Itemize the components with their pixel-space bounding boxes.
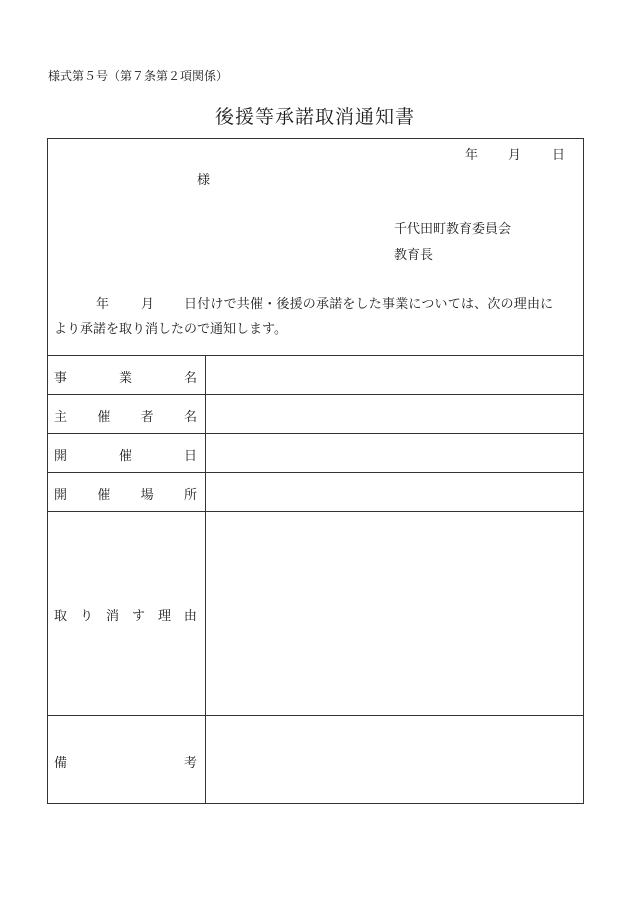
label-char: 催	[118, 449, 132, 464]
label-char: 場	[140, 488, 154, 503]
label-char: 名	[183, 410, 197, 425]
addressee-suffix: 様	[197, 173, 211, 188]
row-label-venue	[54, 484, 197, 503]
cancel-reason-field[interactable]	[206, 512, 583, 715]
label-char: 催	[97, 410, 111, 425]
body-month-label: 月	[141, 297, 155, 312]
body-year-label: 年	[96, 297, 110, 312]
label-char: 開	[54, 488, 68, 503]
row-label-organizer	[54, 406, 197, 425]
label-char: 取	[54, 609, 68, 624]
label-char: り	[79, 609, 93, 624]
event-name-field[interactable]	[206, 356, 583, 394]
label-char: 催	[97, 488, 111, 503]
row-label-event-date	[54, 445, 197, 464]
document-title: 後援等承諾取消通知書	[214, 106, 415, 128]
label-char: 主	[54, 410, 68, 425]
label-char: 業	[118, 371, 132, 386]
label-char: 所	[183, 488, 197, 503]
body-line-2: より承諾を取り消したので通知します。	[54, 322, 287, 337]
label-char: 日	[183, 449, 197, 464]
sender-title: 教育長	[394, 248, 434, 263]
form-number: 様式第５号（第７条第２項関係）	[48, 69, 229, 83]
label-char: 備	[54, 756, 68, 771]
venue-field[interactable]	[206, 473, 583, 511]
date-day-label: 日	[552, 148, 566, 163]
label-char: 消	[105, 609, 119, 624]
label-char: 考	[183, 756, 197, 771]
label-char: 者	[140, 410, 154, 425]
remarks-field[interactable]	[206, 716, 583, 803]
label-char: 事	[54, 371, 68, 386]
label-char: 由	[183, 609, 197, 624]
row-label-cancel-reason	[54, 605, 197, 624]
row-label-event-name	[54, 367, 197, 386]
date-year-label: 年	[465, 148, 479, 163]
organizer-field[interactable]	[206, 395, 583, 433]
event-date-field[interactable]	[206, 434, 583, 472]
label-char: 開	[54, 449, 68, 464]
label-char: 名	[183, 371, 197, 386]
body-line-1: 日付けで共催・後援の承諾をした事業については、次の理由に	[184, 297, 554, 312]
label-char: 理	[157, 609, 171, 624]
label-char: す	[131, 609, 145, 624]
row-label-remarks	[54, 752, 197, 771]
date-month-label: 月	[508, 148, 522, 163]
sender-organization: 千代田町教育委員会	[394, 222, 512, 237]
